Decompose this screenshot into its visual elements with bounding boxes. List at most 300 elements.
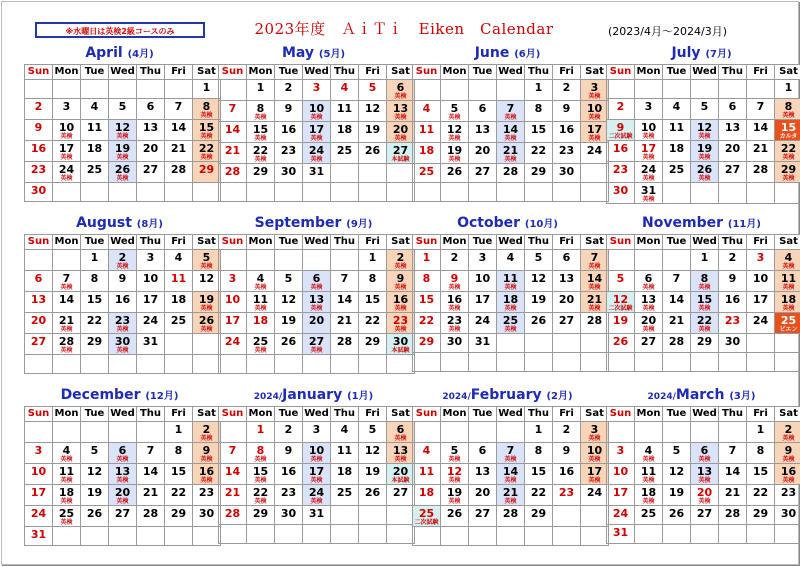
- day-tag: 英検: [441, 136, 468, 142]
- day-number: 25: [331, 145, 358, 156]
- day-cell: [137, 506, 165, 527]
- day-tag: 英検: [303, 136, 330, 142]
- day-number: 22: [359, 315, 386, 326]
- day-number: 1: [247, 82, 274, 93]
- day-number: 27: [719, 164, 746, 175]
- month-name-jp: (3月): [729, 391, 755, 402]
- month-name-jp: (10月): [525, 219, 558, 230]
- day-tag: 英検: [193, 478, 220, 484]
- day-number: 16: [387, 294, 414, 305]
- day-cell: [469, 271, 497, 292]
- day-cell: [469, 334, 497, 353]
- day-number: 22: [193, 143, 220, 154]
- day-number: 12: [359, 103, 386, 114]
- day-number: 24: [303, 145, 330, 156]
- day-cell: [663, 292, 691, 313]
- day-cell: [137, 162, 165, 183]
- day-tag: 英検: [53, 520, 80, 526]
- day-number: 20: [691, 487, 718, 498]
- day-number: 15: [247, 466, 274, 477]
- day-number: 9: [109, 273, 136, 284]
- day-number: 15: [165, 466, 192, 477]
- day-cell: [387, 485, 415, 506]
- month-title: [218, 385, 409, 406]
- day-cell: [193, 80, 221, 99]
- day-number: 27: [553, 315, 580, 326]
- day-cell: [663, 99, 691, 120]
- day-cell: [275, 101, 303, 122]
- day-cell: [109, 485, 137, 506]
- day-number: 27: [469, 166, 496, 177]
- day-number: 10: [581, 445, 608, 456]
- day-number: 6: [553, 252, 580, 263]
- day-number: 26: [81, 508, 108, 519]
- day-cell: [635, 271, 663, 292]
- day-cell: [219, 313, 247, 334]
- weekday-header: Fri: [747, 235, 775, 250]
- day-number: 16: [553, 466, 580, 477]
- empty-cell: [747, 334, 775, 353]
- day-cell: [719, 162, 747, 183]
- empty-cell: [247, 525, 275, 544]
- day-tag: 英検: [635, 327, 662, 333]
- day-cell: [581, 443, 609, 464]
- day-cell: [275, 292, 303, 313]
- weekday-header: Tue: [81, 235, 109, 250]
- day-number: 21: [137, 487, 164, 498]
- day-number: 23: [387, 315, 414, 326]
- day-number: 10: [747, 273, 774, 284]
- day-number: 13: [25, 294, 52, 305]
- weekday-header: Wed: [497, 407, 525, 422]
- day-number: 4: [497, 252, 524, 263]
- day-number: 14: [219, 466, 246, 477]
- month-grid: [24, 406, 221, 546]
- day-cell: [497, 250, 525, 271]
- day-cell: [137, 292, 165, 313]
- day-cell: [553, 485, 581, 506]
- day-number: 31: [635, 185, 662, 196]
- day-number: 13: [691, 466, 718, 477]
- day-number: 31: [607, 527, 634, 538]
- weekday-header: Tue: [275, 407, 303, 422]
- day-number: 31: [303, 166, 330, 177]
- day-cell: [331, 485, 359, 506]
- weekday-header: Sat: [775, 407, 800, 422]
- day-number: 12: [359, 445, 386, 456]
- month-title: [24, 385, 215, 406]
- day-number: 28: [137, 508, 164, 519]
- empty-cell: [607, 353, 635, 372]
- day-cell: [303, 443, 331, 464]
- day-cell: [25, 141, 53, 162]
- day-number: 30: [441, 336, 468, 347]
- empty-cell: [275, 355, 303, 374]
- day-tag: 英検: [193, 113, 220, 119]
- day-cell: [359, 271, 387, 292]
- day-tag: 英検: [441, 157, 468, 163]
- day-number: 12: [607, 294, 634, 305]
- day-number: 5: [359, 82, 386, 93]
- day-cell: [719, 506, 747, 525]
- month-june: [412, 43, 603, 202]
- weekday-header: Fri: [359, 65, 387, 80]
- day-number: 25: [331, 487, 358, 498]
- day-cell: [359, 292, 387, 313]
- day-cell: [247, 443, 275, 464]
- day-number: 7: [53, 273, 80, 284]
- day-cell: [747, 422, 775, 443]
- day-cell: [109, 506, 137, 527]
- day-number: 22: [525, 145, 552, 156]
- day-number: 7: [137, 445, 164, 456]
- day-cell: [387, 443, 415, 464]
- day-number: 12: [441, 124, 468, 135]
- day-tag: 英検: [497, 457, 524, 463]
- weekday-header: Thu: [137, 407, 165, 422]
- day-cell: [387, 250, 415, 271]
- empty-cell: [81, 183, 109, 202]
- weekday-header: Wed: [303, 407, 331, 422]
- day-number: 20: [719, 143, 746, 154]
- empty-cell: [635, 80, 663, 99]
- day-number: 27: [25, 336, 52, 347]
- day-number: 8: [165, 445, 192, 456]
- day-cell: [691, 485, 719, 506]
- day-cell: [719, 443, 747, 464]
- day-tag: 英検: [691, 457, 718, 463]
- weekday-header: Tue: [663, 407, 691, 422]
- day-number: 19: [359, 466, 386, 477]
- day-tag: 英検: [109, 327, 136, 333]
- day-number: 14: [53, 294, 80, 305]
- day-cell: [137, 464, 165, 485]
- month-name-jp: (2月): [546, 391, 572, 402]
- day-cell: [441, 485, 469, 506]
- empty-cell: [691, 80, 719, 99]
- day-cell: [165, 120, 193, 141]
- day-number: 2: [553, 424, 580, 435]
- day-number: 10: [607, 466, 634, 477]
- empty-cell: [747, 183, 775, 204]
- day-number: 5: [359, 424, 386, 435]
- empty-cell: [247, 183, 275, 202]
- day-number: 14: [497, 466, 524, 477]
- empty-cell: [635, 525, 663, 544]
- day-cell: [607, 141, 635, 162]
- day-cell: [165, 443, 193, 464]
- empty-cell: [219, 80, 247, 101]
- day-cell: [719, 334, 747, 353]
- day-cell: [525, 271, 553, 292]
- day-tag: 英検: [635, 457, 662, 463]
- month-name: June: [475, 45, 515, 61]
- day-number: 25: [165, 315, 192, 326]
- day-number: 10: [219, 294, 246, 305]
- empty-cell: [441, 183, 469, 202]
- day-cell: [359, 80, 387, 101]
- day-cell: [553, 443, 581, 464]
- day-number: 18: [413, 487, 440, 498]
- day-cell: [635, 183, 663, 204]
- month-name: July: [671, 45, 705, 61]
- day-tag: 英検: [441, 306, 468, 312]
- day-cell: [219, 443, 247, 464]
- day-cell: [387, 334, 415, 355]
- day-cell: [497, 292, 525, 313]
- day-tag: 本試験: [387, 157, 414, 163]
- empty-cell: [525, 527, 553, 546]
- day-number: 18: [81, 143, 108, 154]
- day-number: 18: [413, 145, 440, 156]
- day-number: 30: [25, 185, 52, 196]
- empty-cell: [137, 80, 165, 99]
- month-title: [218, 213, 409, 234]
- day-number: 9: [719, 273, 746, 284]
- day-cell: [607, 99, 635, 120]
- empty-cell: [719, 353, 747, 372]
- day-number: 30: [387, 336, 414, 347]
- day-number: 30: [719, 336, 746, 347]
- weekday-header: Wed: [109, 235, 137, 250]
- month-title: [24, 213, 215, 234]
- day-number: 27: [387, 145, 414, 156]
- month-november: [606, 213, 797, 372]
- day-cell: [747, 506, 775, 525]
- day-number: 13: [553, 273, 580, 284]
- day-number: 5: [441, 445, 468, 456]
- empty-cell: [581, 353, 609, 372]
- day-number: 2: [25, 101, 52, 112]
- empty-cell: [53, 250, 81, 271]
- month-name-jp: (5月): [319, 49, 345, 60]
- empty-cell: [25, 355, 53, 374]
- empty-cell: [137, 422, 165, 443]
- day-number: 18: [331, 124, 358, 135]
- day-tag: 英検: [53, 176, 80, 182]
- day-cell: [441, 122, 469, 143]
- day-number: 23: [553, 487, 580, 498]
- empty-cell: [275, 525, 303, 544]
- day-number: 16: [193, 466, 220, 477]
- weekday-header: Wed: [497, 235, 525, 250]
- day-tag: 英検: [109, 499, 136, 505]
- day-number: 17: [303, 466, 330, 477]
- empty-cell: [691, 183, 719, 204]
- weekday-header: Sun: [219, 65, 247, 80]
- day-number: 6: [469, 103, 496, 114]
- weekday-header: Thu: [331, 235, 359, 250]
- wednesday-note: ※水曜日は英検2級コースのみ: [35, 22, 205, 38]
- day-number: 13: [303, 294, 330, 305]
- day-tag: 英検: [775, 306, 800, 312]
- weekday-header: Wed: [691, 65, 719, 80]
- month-name-jp: (11月): [728, 219, 761, 230]
- day-number: 18: [247, 315, 274, 326]
- day-tag: 英検: [635, 176, 662, 182]
- month-may: [218, 43, 409, 202]
- day-number: 30: [775, 508, 800, 519]
- weekday-header: Sat: [775, 235, 800, 250]
- day-cell: [303, 164, 331, 183]
- day-tag: 英検: [303, 457, 330, 463]
- day-cell: [775, 250, 800, 271]
- month-grid: [606, 406, 800, 544]
- weekday-header: Tue: [663, 65, 691, 80]
- day-cell: [137, 485, 165, 506]
- day-cell: [775, 80, 800, 99]
- day-cell: [219, 292, 247, 313]
- day-cell: [359, 485, 387, 506]
- empty-cell: [663, 353, 691, 372]
- weekday-header: Tue: [81, 407, 109, 422]
- day-number: 19: [663, 487, 690, 498]
- day-cell: [607, 506, 635, 525]
- day-number: 4: [635, 445, 662, 456]
- day-cell: [635, 334, 663, 353]
- day-cell: [581, 122, 609, 143]
- day-tag: 英検: [303, 306, 330, 312]
- day-number: 24: [581, 145, 608, 156]
- day-cell: [137, 250, 165, 271]
- empty-cell: [359, 506, 387, 525]
- empty-cell: [165, 334, 193, 355]
- day-number: 12: [193, 273, 220, 284]
- day-tag: 英検: [581, 115, 608, 121]
- day-tag: 英検: [691, 478, 718, 484]
- day-cell: [247, 80, 275, 101]
- month-october: [412, 213, 603, 372]
- day-tag: 英検: [441, 457, 468, 463]
- day-cell: [193, 422, 221, 443]
- day-tag: 英検: [441, 499, 468, 505]
- day-number: 22: [747, 487, 774, 498]
- day-number: 27: [303, 336, 330, 347]
- empty-cell: [387, 506, 415, 525]
- day-number: 28: [663, 336, 690, 347]
- day-cell: [663, 141, 691, 162]
- day-number: 29: [247, 508, 274, 519]
- day-cell: [497, 464, 525, 485]
- day-cell: [441, 443, 469, 464]
- day-number: 8: [413, 273, 440, 284]
- day-cell: [247, 143, 275, 164]
- day-number: 22: [247, 145, 274, 156]
- day-number: 18: [53, 487, 80, 498]
- day-cell: [247, 485, 275, 506]
- day-tag: 英検: [193, 327, 220, 333]
- day-number: 5: [441, 103, 468, 114]
- day-cell: [387, 80, 415, 101]
- day-number: 29: [165, 508, 192, 519]
- month-title: [412, 385, 603, 406]
- weekday-header: Thu: [137, 65, 165, 80]
- day-cell: [469, 464, 497, 485]
- day-number: 21: [663, 315, 690, 326]
- day-cell: [247, 164, 275, 183]
- day-cell: [525, 80, 553, 101]
- day-number: 4: [165, 252, 192, 263]
- day-cell: [525, 122, 553, 143]
- day-tag: 英検: [497, 327, 524, 333]
- weekday-header: Thu: [525, 65, 553, 80]
- day-cell: [331, 101, 359, 122]
- day-cell: [469, 101, 497, 122]
- month-title: [412, 43, 603, 64]
- day-cell: [413, 443, 441, 464]
- day-number: 23: [275, 487, 302, 498]
- empty-cell: [635, 422, 663, 443]
- day-number: 28: [219, 508, 246, 519]
- empty-cell: [775, 353, 800, 372]
- month-grid: [606, 234, 800, 372]
- day-tag: 英検: [775, 264, 800, 270]
- day-cell: [497, 122, 525, 143]
- empty-cell: [387, 525, 415, 544]
- day-cell: [331, 334, 359, 355]
- empty-cell: [109, 527, 137, 546]
- empty-cell: [359, 164, 387, 183]
- day-number: 9: [25, 122, 52, 133]
- month-name: March: [676, 387, 729, 403]
- empty-cell: [497, 353, 525, 372]
- day-cell: [25, 464, 53, 485]
- empty-cell: [193, 355, 221, 374]
- empty-cell: [359, 525, 387, 544]
- day-cell: [275, 422, 303, 443]
- day-tag: 英検: [387, 94, 414, 100]
- day-tag: 英検: [581, 478, 608, 484]
- month-name: August: [76, 215, 137, 231]
- month-grid: [606, 64, 800, 204]
- day-number: 24: [469, 315, 496, 326]
- weekday-header: Wed: [109, 65, 137, 80]
- day-number: 6: [691, 445, 718, 456]
- day-cell: [497, 506, 525, 527]
- weekday-header: Thu: [525, 235, 553, 250]
- empty-cell: [331, 164, 359, 183]
- day-number: 5: [109, 101, 136, 112]
- day-cell: [165, 141, 193, 162]
- day-cell: [109, 464, 137, 485]
- day-cell: [303, 485, 331, 506]
- day-cell: [53, 120, 81, 141]
- day-tag: 英検: [581, 136, 608, 142]
- day-tag: 英検: [303, 499, 330, 505]
- weekday-header: Fri: [165, 65, 193, 80]
- day-cell: [441, 101, 469, 122]
- empty-cell: [165, 183, 193, 202]
- weekday-header: Tue: [469, 235, 497, 250]
- day-number: 11: [497, 273, 524, 284]
- day-number: 20: [387, 466, 414, 477]
- month-name: February: [471, 387, 547, 403]
- day-tag: 英検: [387, 285, 414, 291]
- day-cell: [275, 313, 303, 334]
- day-number: 2: [193, 424, 220, 435]
- day-number: 8: [525, 103, 552, 114]
- empty-cell: [413, 183, 441, 202]
- empty-cell: [747, 525, 775, 544]
- day-number: 23: [441, 315, 468, 326]
- day-number: 22: [247, 487, 274, 498]
- day-tag: 英検: [581, 94, 608, 100]
- empty-cell: [581, 527, 609, 546]
- empty-cell: [525, 183, 553, 202]
- day-cell: [441, 334, 469, 353]
- empty-cell: [25, 250, 53, 271]
- day-cell: [441, 164, 469, 183]
